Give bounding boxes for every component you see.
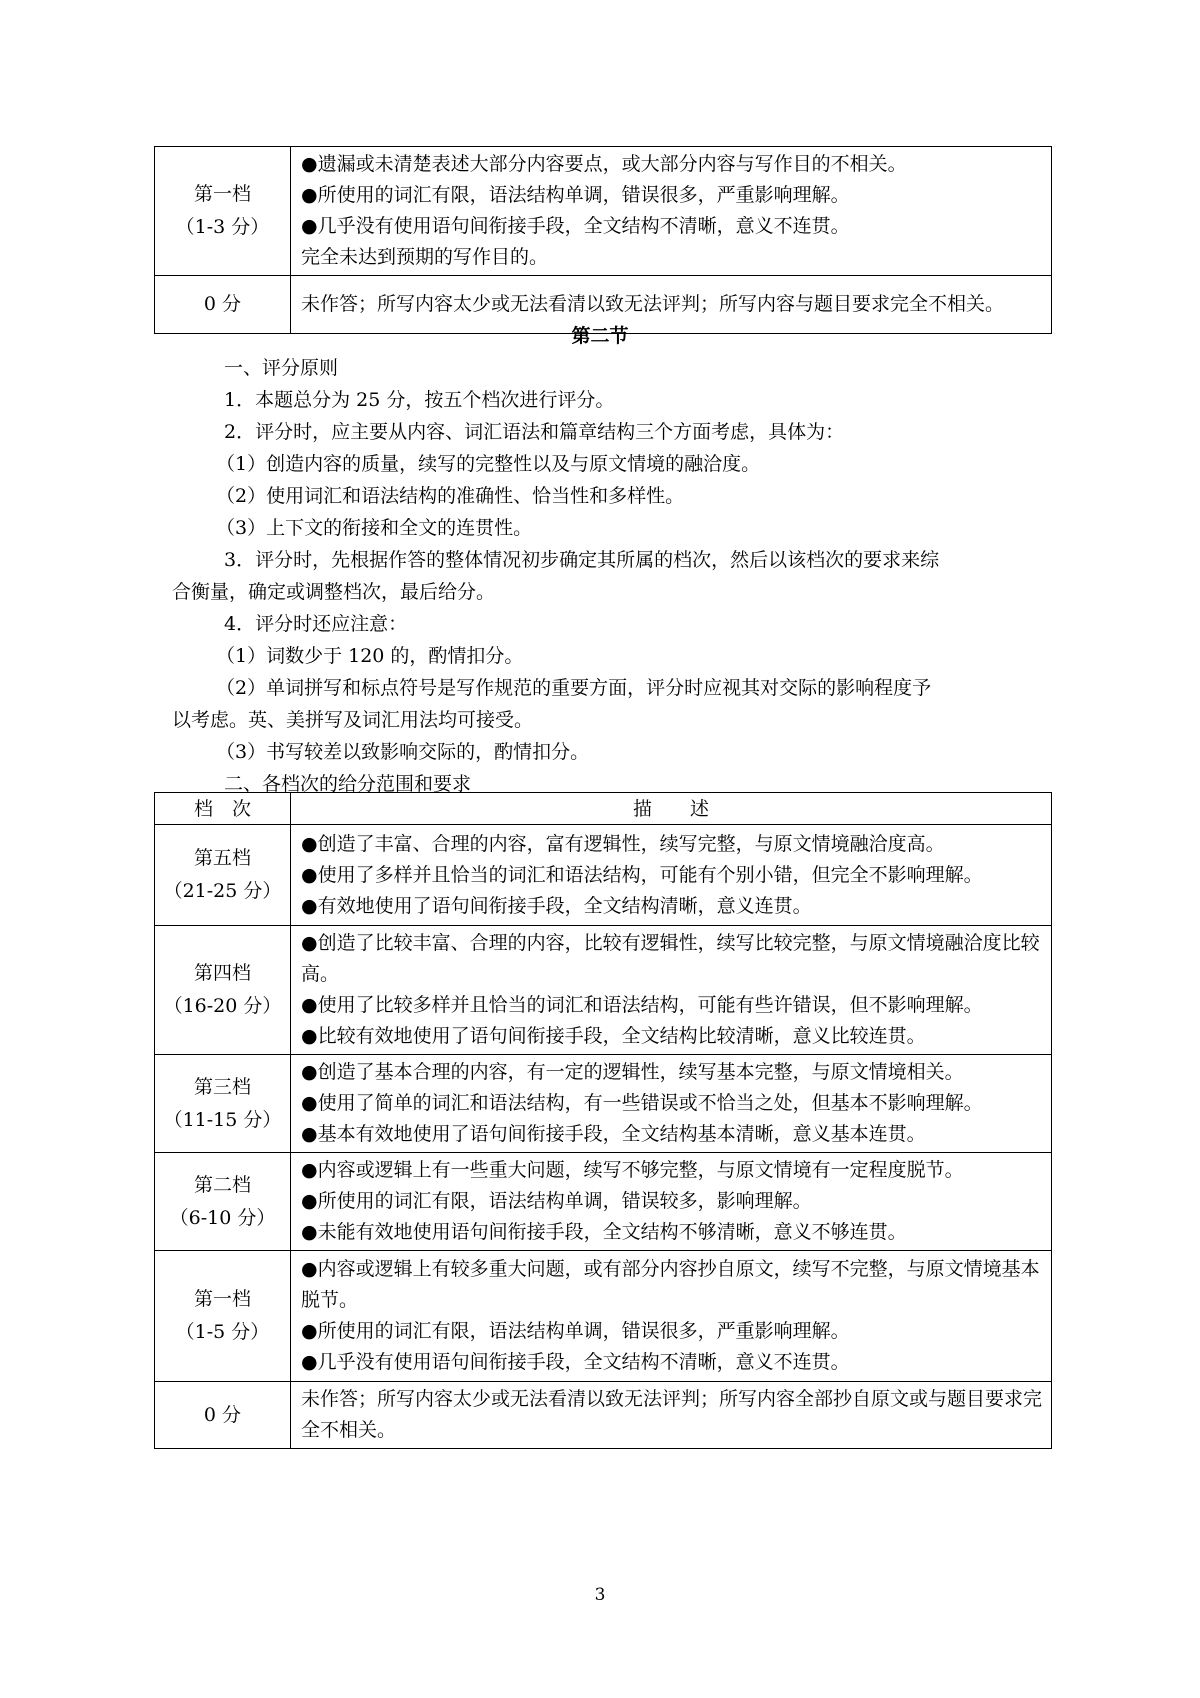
- header-level: 档 次: [155, 793, 291, 825]
- description-line: ●所使用的词汇有限，语法结构单调，错误很多，严重影响理解。: [301, 184, 850, 206]
- principle-item: 合衡量，确定或调整档次，最后给分。: [172, 581, 496, 603]
- level-name: 第一档: [193, 183, 251, 205]
- scoring-principles: [172, 352, 1060, 800]
- description-line: ●创造了基本合理的内容，有一定的逻辑性，续写基本完整，与原文情境相关。: [301, 1061, 964, 1083]
- level-cell: [155, 147, 291, 276]
- table-header-row: [155, 793, 1052, 825]
- description-cell: [291, 1251, 1052, 1382]
- page-number: 3: [594, 1585, 606, 1605]
- description-cell: [291, 1153, 1052, 1251]
- level-name: 第三档: [193, 1075, 251, 1098]
- level-cell: [155, 825, 291, 926]
- principle-item: （1）词数少于 120 的，酌情扣分。: [216, 645, 524, 667]
- level-cell: [155, 1055, 291, 1153]
- description-line: ●所使用的词汇有限，语法结构单调，错误很多，严重影响理解。: [301, 1320, 850, 1342]
- level-range: （1-3 分）: [175, 216, 270, 238]
- level-range: （16-20 分）: [163, 995, 282, 1017]
- principle-item: （1）创造内容的质量，续写的完整性以及与原文情境的融洽度。: [216, 453, 761, 475]
- level-name: 第五档: [193, 847, 251, 869]
- description-cell: [291, 825, 1052, 926]
- description-line: ●几乎没有使用语句间衔接手段，全文结构不清晰，意义不连贯。: [301, 1351, 850, 1373]
- levels-heading: 二、各档次的给分范围和要求: [224, 773, 472, 795]
- description-line: ●基本有效地使用了语句间衔接手段，全文结构基本清晰，意义基本连贯。: [301, 1123, 926, 1145]
- level-name: 第一档: [193, 1288, 251, 1310]
- header-description: 描 述: [291, 793, 1052, 825]
- description-cell: [291, 147, 1052, 276]
- level-name: 0 分: [203, 293, 242, 315]
- description-cell: [291, 1055, 1052, 1153]
- level-cell: [155, 1382, 291, 1449]
- description-line: ●有效地使用了语句间衔接手段，全文结构清晰，意义连贯。: [301, 894, 812, 917]
- description-line: ●创造了丰富、合理的内容，富有逻辑性，续写完整，与原文情境融洽度高。: [301, 832, 945, 855]
- table-row: [155, 1153, 1052, 1251]
- description-line: ●使用了多样并且恰当的词汇和语法结构，可能有个别小错，但完全不影响理解。: [301, 863, 983, 886]
- section-title: 第二节: [571, 325, 629, 347]
- principle-item: （3）书写较差以致影响交际的，酌情扣分。: [216, 741, 590, 763]
- table-row: [155, 1055, 1052, 1153]
- description-line: ●比较有效地使用了语句间衔接手段，全文结构比较清晰，意义比较连贯。: [301, 1025, 926, 1047]
- description-line: 未作答；所写内容太少或无法看清以致无法评判；所写内容全部抄自原文或与题目要求完全不相关。: [301, 1388, 1043, 1441]
- table-row: [155, 825, 1052, 926]
- scoring-table-part1: [154, 146, 1052, 334]
- principle-item: （3）上下文的衔接和全文的连贯性。: [216, 517, 533, 539]
- table-row: [155, 147, 1052, 276]
- principle-item: （2）单词拼写和标点符号是写作规范的重要方面，评分时应视其对交际的影响程度予: [216, 677, 932, 699]
- description-line: ●使用了比较多样并且恰当的词汇和语法结构，可能有些许错误，但不影响理解。: [301, 994, 983, 1016]
- principle-item: （2）使用词汇和语法结构的准确性、恰当性和多样性。: [216, 485, 685, 507]
- level-cell: [155, 926, 291, 1055]
- description-line: ●使用了简单的词汇和语法结构，有一些错误或不恰当之处，但基本不影响理解。: [301, 1092, 983, 1114]
- level-range: （21-25 分）: [163, 880, 282, 902]
- level-cell: [155, 1153, 291, 1251]
- table-row: [155, 1382, 1052, 1449]
- principle-item: 2．评分时，应主要从内容、词汇语法和篇章结构三个方面考虑，具体为：: [224, 421, 845, 443]
- table-row: [155, 1251, 1052, 1382]
- principle-item: 以考虑。英、美拼写及词汇用法均可接受。: [172, 709, 534, 731]
- description-line: ●几乎没有使用语句间衔接手段，全文结构不清晰，意义不连贯。: [301, 215, 850, 237]
- principles-heading: 一、评分原则: [224, 357, 339, 379]
- description-cell: [291, 1382, 1052, 1449]
- description-line: ●内容或逻辑上有较多重大问题，或有部分内容抄自原文，续写不完整，与原文情境基本脱节。: [301, 1258, 1040, 1311]
- description-line: ●遗漏或未清楚表述大部分内容要点，或大部分内容与写作目的不相关。: [301, 153, 907, 175]
- description-line: ●未能有效地使用语句间衔接手段，全文结构不够清晰，意义不够连贯。: [301, 1221, 907, 1243]
- table-row: [155, 926, 1052, 1055]
- description-line: ●内容或逻辑上有一些重大问题，续写不够完整，与原文情境有一定程度脱节。: [301, 1159, 964, 1181]
- principle-item: 3．评分时，先根据作答的整体情况初步确定其所属的档次，然后以该档次的要求来综: [224, 549, 940, 571]
- level-name: 第二档: [193, 1173, 251, 1196]
- principle-item: 4．评分时还应注意：: [224, 613, 408, 635]
- description-line: 完全未达到预期的写作目的。: [301, 246, 549, 268]
- scoring-table-part2: [154, 792, 1052, 1449]
- level-cell: [155, 1251, 291, 1382]
- level-name: 0 分: [203, 1403, 242, 1426]
- description-line: ●创造了比较丰富、合理的内容，比较有逻辑性，续写比较完整，与原文情境融洽度比较高。: [301, 932, 1040, 985]
- description-line: 未作答；所写内容太少或无法看清以致无法评判；所写内容与题目要求完全不相关。: [301, 293, 1005, 315]
- principle-item: 1．本题总分为 25 分，按五个档次进行评分。: [224, 389, 615, 411]
- description-line: ●所使用的词汇有限，语法结构单调，错误较多，影响理解。: [301, 1190, 812, 1212]
- level-range: （11-15 分）: [163, 1108, 282, 1131]
- level-range: （6-10 分）: [169, 1206, 276, 1229]
- description-cell: [291, 926, 1052, 1055]
- level-name: 第四档: [193, 962, 251, 984]
- level-range: （1-5 分）: [175, 1321, 270, 1343]
